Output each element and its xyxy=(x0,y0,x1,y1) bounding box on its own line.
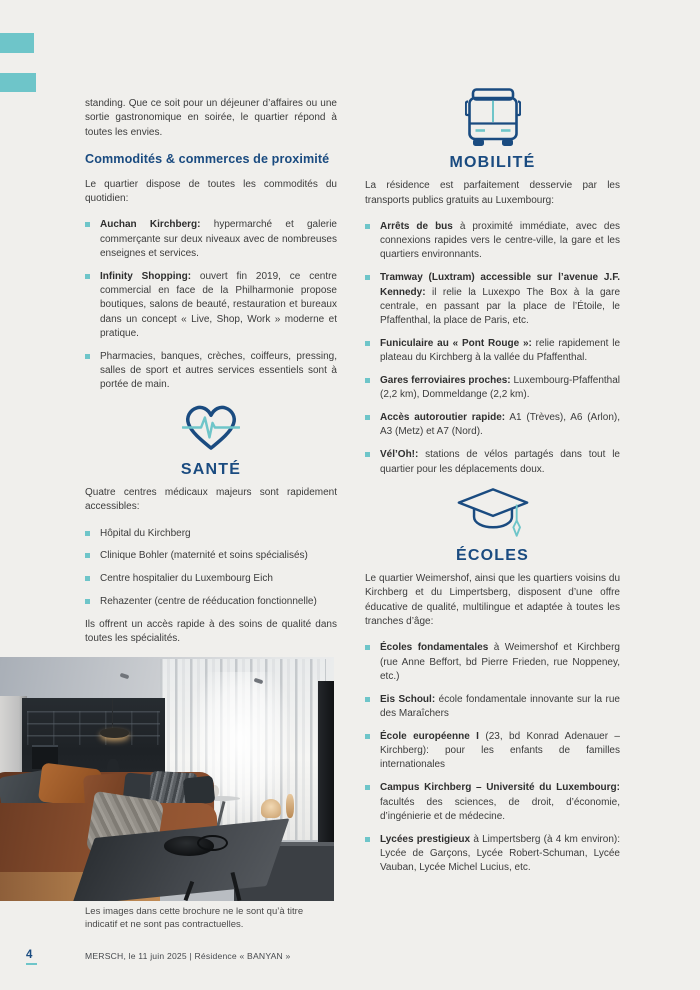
list-item xyxy=(365,374,620,403)
heart-pulse-icon xyxy=(85,403,337,455)
intro-paragraph: standing. Que ce soit pour un déjeuner d’affaires ou une sortie gastronomique en soirée, le quartier répond à toutes les envies. xyxy=(85,98,337,138)
list-item xyxy=(85,527,337,541)
commodites-heading: Commodités & commerces de proximité xyxy=(85,151,330,166)
ecoles-lead: Le quartier Weimershof, ainsi que les quartiers voisins du Kirchberg et du Limpertsberg, disposent d’une offre éducative de qualité, multilingue et adaptée à toutes les tranches d’âge: xyxy=(365,573,620,628)
graduation-cap-icon xyxy=(365,487,620,541)
photo-pendant-cord xyxy=(112,698,113,730)
bullet-text: Clinique Bohler (maternité et soins spécialisés) xyxy=(100,550,308,562)
list-item xyxy=(85,572,337,586)
sante-outro: Ils offrent un accès rapide à des soins de qualité dans toutes les spécialités. xyxy=(85,618,337,645)
bullet-bold: Tramway (Luxtram) accessible sur l’avenue J.F. Kennedy: xyxy=(380,272,620,298)
mobilite-heading: MOBILITÉ xyxy=(449,154,536,171)
bullet-text: stations de vélos partagés dans tout le quartier pour les déplacements doux. xyxy=(380,449,620,475)
photo-shelves xyxy=(27,711,161,745)
bullet-text: Pharmacies, banques, crèches, coiffeurs, pressing, salles de sport et autres services essentiels sont à portée de main. xyxy=(100,350,337,391)
bullet-text: école fondamentale innovante sur la rue des Maraîchers xyxy=(380,693,620,720)
photo-candle xyxy=(286,794,294,818)
bullet-square-icon xyxy=(365,275,370,280)
bullet-bold: Écoles fondamentales xyxy=(380,642,489,654)
bullet-text: A1 (Trèves), A6 (Arlon), A3 (Metz) et A7 (Nord). xyxy=(380,412,620,438)
bullet-text: ouvert fin 2019, ce centre commercial en face de la Philharmonie propose boutiques, salons de beauté, restauration et bureaux dans un concept « Live, Shop, Work » moderne et pratique. xyxy=(100,270,337,340)
photo-pendant-lamp xyxy=(100,728,128,738)
living-room-photo xyxy=(0,657,334,901)
list-item xyxy=(365,833,620,876)
bullet-square-icon xyxy=(365,415,370,420)
list-item xyxy=(85,350,337,393)
bullet-square-icon xyxy=(365,734,370,739)
list-item xyxy=(365,411,620,440)
bullet-text: Rehazenter (centre de rééducation fonctionnelle) xyxy=(100,596,317,608)
ecoles-list xyxy=(365,641,620,875)
photo-caption: Les images dans cette brochure ne le sont qu’à titre indicatif et ne sont pas contractuelles. xyxy=(85,906,304,930)
teal-deco-bar xyxy=(0,33,34,53)
bullet-square-icon xyxy=(85,599,90,604)
bullet-square-icon xyxy=(365,452,370,457)
bullet-bold: Infinity Shopping: xyxy=(100,270,192,282)
list-item xyxy=(365,641,620,684)
photo-pillow xyxy=(182,775,215,805)
bullet-bold: Auchan Kirchberg: xyxy=(100,219,201,231)
bullet-square-icon xyxy=(85,274,90,279)
bullet-text: à proximité immédiate, avec des connexions rapides vers le centre-ville, la gare et les quartiers environnants. xyxy=(380,220,621,261)
bullet-text: relie rapidement le plateau du Kirchberg à la vallée du Pfaffenthal. xyxy=(380,337,621,364)
bullet-square-icon xyxy=(365,697,370,702)
left-column xyxy=(85,97,337,646)
bullet-text: il relie la Luxexpo The Box à la gare centrale, en passant par la place de l’Étoile, le Pfaffenthal, la place de Paris, etc. xyxy=(380,286,620,327)
list-item xyxy=(365,271,620,328)
page-number: 4 xyxy=(26,949,33,961)
bullet-bold: Lycées prestigieux xyxy=(380,833,471,845)
bullet-bold: Arrêts de bus xyxy=(380,220,453,232)
list-item xyxy=(365,448,620,477)
sante-lead: Quatre centres médicaux majeurs sont rapidement accessibles: xyxy=(85,487,337,513)
bullet-bold: Campus Kirchberg – Université du Luxembourg: xyxy=(380,782,620,794)
bullet-bold: Gares ferroviaires proches: xyxy=(380,375,511,387)
bullet-square-icon xyxy=(85,576,90,581)
bullet-text: à Limpertsberg (à 4 km environ): Lycée de Garçons, Lycée Robert-Schuman, Lycée Vauban, Lycée Michel Lucius, etc. xyxy=(380,833,620,874)
bullet-text: Luxembourg-Pfaffenthal (2,2 km), Dommeldange (2,2 km). xyxy=(380,375,620,401)
list-item xyxy=(85,595,337,609)
mobilite-lead: La résidence est parfaitement desservie par les transports publics gratuits au Luxembourg: xyxy=(365,180,620,206)
bullet-text: Hôpital du Kirchberg xyxy=(100,527,191,539)
sante-heading: SANTÉ xyxy=(180,460,242,478)
list-item xyxy=(365,220,620,263)
list-item xyxy=(365,730,620,773)
bullet-square-icon xyxy=(85,222,90,227)
list-item xyxy=(85,549,337,563)
list-item xyxy=(365,693,620,722)
list-item xyxy=(365,781,620,824)
bullet-bold: Vél’Oh!: xyxy=(380,449,419,461)
bullet-text: hypermarché et galerie commerçante sur deux niveaux avec de nombreuses enseignes et services. xyxy=(100,219,337,260)
bullet-square-icon xyxy=(85,354,90,359)
bullet-text: à Weimershof et Kirchberg (rue Anne Beffort, bd Pierre Frieden, rue Noppeney, etc.) xyxy=(380,642,620,682)
bullet-square-icon xyxy=(365,645,370,650)
bus-icon xyxy=(365,88,620,148)
bullet-square-icon xyxy=(365,785,370,790)
commodites-list xyxy=(85,218,337,392)
sante-list xyxy=(85,527,337,610)
list-item xyxy=(365,337,620,366)
ecoles-heading: ÉCOLES xyxy=(456,546,529,564)
bullet-square-icon xyxy=(85,553,90,558)
bullet-square-icon xyxy=(365,378,370,383)
bullet-square-icon xyxy=(85,531,90,536)
bullet-bold: Funiculaire au « Pont Rouge »: xyxy=(380,337,532,349)
bullet-text: Centre hospitalier du Luxembourg Eich xyxy=(100,573,273,585)
footer-text: MERSCH, le 11 juin 2025 | Résidence « BANYAN » xyxy=(85,951,291,961)
commodites-lead: Le quartier dispose de toutes les commodités du quotidien: xyxy=(85,178,337,205)
bullet-bold: Eis Schoul: xyxy=(380,693,436,705)
mobilite-list xyxy=(365,220,620,477)
bullet-bold: École européenne I xyxy=(380,730,479,742)
bullet-text: facultés des sciences, de droit, d’économie, d’ingénierie et de médecine. xyxy=(380,796,620,822)
bullet-text: (23, bd Konrad Adenauer – Kirchberg): pour les enfants de familles internationales xyxy=(380,730,620,771)
photo-basket xyxy=(261,799,281,819)
teal-deco-bar xyxy=(0,73,36,92)
bullet-square-icon xyxy=(365,341,370,346)
list-item xyxy=(85,218,337,261)
bullet-bold: Accès autoroutier rapide: xyxy=(380,412,506,424)
list-item xyxy=(85,270,337,341)
bullet-square-icon xyxy=(365,837,370,842)
right-column xyxy=(365,88,620,884)
bullet-square-icon xyxy=(365,224,370,229)
